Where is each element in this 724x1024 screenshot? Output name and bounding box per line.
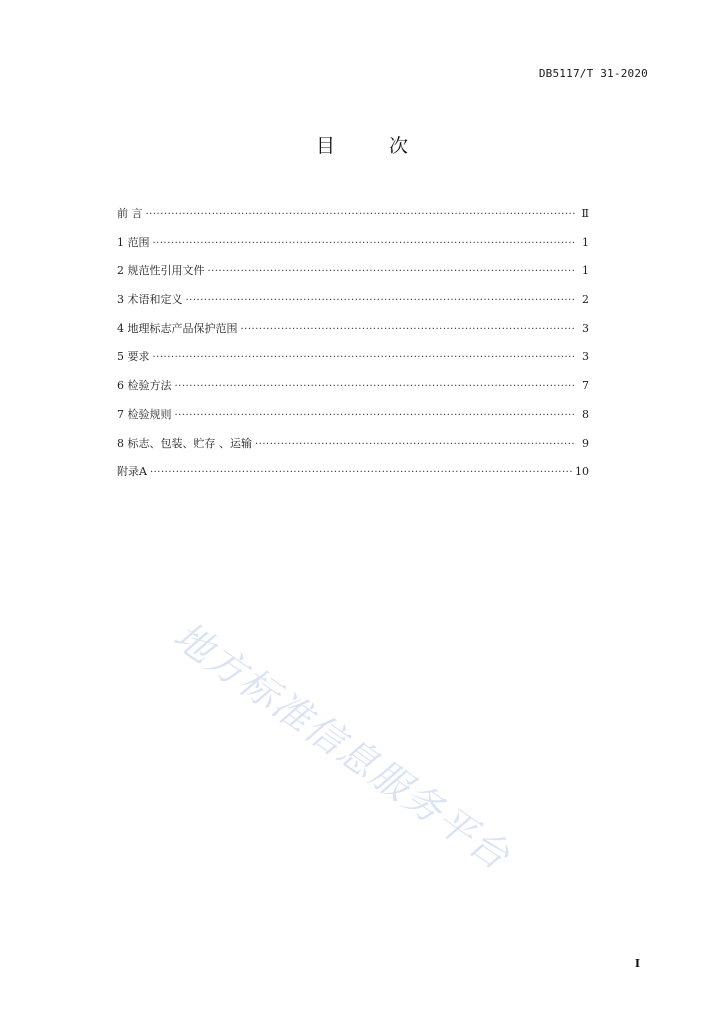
- toc-entry[interactable]: [117, 234, 589, 263]
- toc-entry-page: 1: [582, 264, 589, 278]
- toc-leader-dots: [208, 263, 577, 281]
- toc-entry-label: 1 范围: [117, 235, 150, 249]
- toc-entry[interactable]: [117, 205, 589, 234]
- toc-entry-label: 附录A: [117, 465, 147, 479]
- toc-entry-label: 2 规范性引用文件: [117, 264, 205, 278]
- toc-entry-page: 3: [582, 321, 589, 335]
- toc-leader-dots: [150, 464, 572, 482]
- toc-entry-label: 6 检验方法: [117, 379, 172, 393]
- toc-leader-dots: [175, 378, 577, 396]
- toc-entry[interactable]: [117, 377, 589, 406]
- toc-entry[interactable]: [117, 291, 589, 320]
- toc-entry-page: Ⅱ: [581, 207, 589, 220]
- toc-entry-label: 4 地理标志产品保护范围: [117, 321, 238, 335]
- toc-title: 目 次: [315, 135, 433, 157]
- toc-leader-dots: [255, 436, 576, 454]
- toc-leader-dots: [153, 349, 577, 367]
- toc-entry[interactable]: [117, 262, 589, 291]
- toc-entry-page: 8: [582, 407, 589, 421]
- watermark-text: 地方标准信息服务平台: [165, 613, 519, 879]
- standard-code: DB5117/T 31-2020: [538, 67, 648, 80]
- toc-entry-label: 5 要求: [117, 350, 150, 364]
- toc-entry[interactable]: [117, 435, 589, 464]
- toc-entry-page: 9: [582, 436, 589, 450]
- toc-entry[interactable]: [117, 463, 589, 492]
- toc-entry-page: 3: [582, 350, 589, 364]
- toc-leader-dots: [146, 206, 577, 224]
- page-number: I: [634, 957, 640, 970]
- toc-entry[interactable]: [117, 406, 589, 435]
- toc-entry-page: 10: [575, 465, 589, 479]
- toc-entry-label: 7 检验规则: [117, 407, 172, 421]
- toc-entry-page: 7: [582, 379, 589, 393]
- toc-leader-dots: [175, 407, 577, 425]
- table-of-contents: [117, 205, 589, 492]
- toc-leader-dots: [241, 321, 577, 339]
- toc-entry[interactable]: [117, 320, 589, 349]
- toc-entry[interactable]: [117, 348, 589, 377]
- toc-entry-page: 1: [582, 235, 589, 249]
- toc-entry-label: 前 言: [117, 207, 143, 220]
- toc-entry-page: 2: [582, 293, 589, 307]
- toc-entry-label: 3 术语和定义: [117, 293, 183, 307]
- toc-leader-dots: [186, 292, 577, 310]
- toc-leader-dots: [153, 235, 577, 253]
- toc-entry-label: 8 标志、包装、贮存 、运输: [117, 436, 252, 450]
